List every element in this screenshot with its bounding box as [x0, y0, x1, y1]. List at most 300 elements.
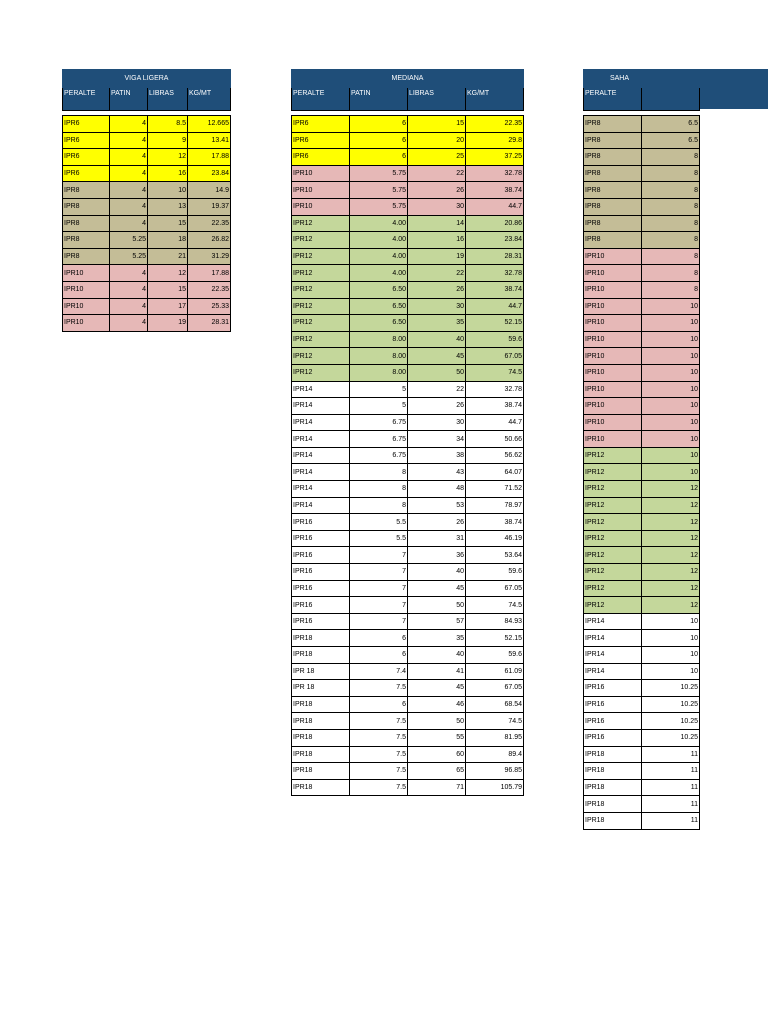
table-cell[interactable]: 35	[408, 315, 466, 332]
table-cell[interactable]: IPR10	[584, 281, 642, 298]
table-cell[interactable]: IPR8	[584, 198, 642, 215]
table-cell[interactable]: IPR10	[292, 198, 350, 215]
table-cell[interactable]: 4	[110, 265, 148, 282]
table-cell[interactable]: IPR14	[584, 613, 642, 630]
table-cell[interactable]: 46.19	[466, 530, 524, 547]
table-cell[interactable]: 7.5	[350, 763, 408, 780]
table-cell[interactable]: IPR16	[584, 729, 642, 746]
table-cell[interactable]: 74.5	[466, 364, 524, 381]
table-cell[interactable]: IPR14	[292, 481, 350, 498]
table-cell[interactable]: 26.82	[188, 232, 231, 249]
table-cell[interactable]: 4.00	[350, 232, 408, 249]
table-cell[interactable]: 59.6	[466, 647, 524, 664]
table-cell[interactable]: 30	[408, 198, 466, 215]
table-cell[interactable]: 64.07	[466, 464, 524, 481]
table-cell[interactable]: IPR10	[584, 381, 642, 398]
table-cell[interactable]: 25	[408, 149, 466, 166]
table-cell[interactable]: 60	[408, 746, 466, 763]
column-header[interactable]: PERALTE	[292, 88, 350, 111]
table-cell[interactable]: 8	[350, 464, 408, 481]
table-cell[interactable]: IPR16	[292, 613, 350, 630]
table-cell[interactable]: 10	[642, 414, 700, 431]
table-cell[interactable]: IPR12	[292, 364, 350, 381]
table-cell[interactable]: 67.05	[466, 580, 524, 597]
column-header[interactable]: PATIN	[110, 88, 148, 111]
table-cell[interactable]: 7.5	[350, 713, 408, 730]
table-cell[interactable]: IPR8	[584, 182, 642, 199]
table-cell[interactable]: IPR8	[584, 149, 642, 166]
table-cell[interactable]: 65	[408, 763, 466, 780]
table-cell[interactable]: IPR14	[292, 447, 350, 464]
table-cell[interactable]: 50	[408, 597, 466, 614]
table-cell[interactable]: 8	[642, 232, 700, 249]
table-cell[interactable]: 6.50	[350, 281, 408, 298]
table-cell[interactable]: 4	[110, 315, 148, 332]
table-cell[interactable]: IPR6	[63, 116, 110, 133]
table-cell[interactable]: 67.05	[466, 348, 524, 365]
table-cell[interactable]: 18	[148, 232, 188, 249]
table-cell[interactable]: 16	[148, 165, 188, 182]
table-cell[interactable]: 23.84	[466, 232, 524, 249]
table-cell[interactable]: 5	[350, 398, 408, 415]
table-cell[interactable]: 5.75	[350, 198, 408, 215]
table-cell[interactable]: 4	[110, 281, 148, 298]
table-cell[interactable]: 10	[642, 464, 700, 481]
table-cell[interactable]: 45	[408, 680, 466, 697]
table-cell[interactable]: 30	[408, 298, 466, 315]
table-cell[interactable]: 8	[642, 281, 700, 298]
table-cell[interactable]: 74.5	[466, 597, 524, 614]
table-cell[interactable]: 10	[642, 647, 700, 664]
table-cell[interactable]: 7	[350, 580, 408, 597]
table-cell[interactable]: IPR10	[584, 298, 642, 315]
table-cell[interactable]: 17	[148, 298, 188, 315]
table-cell[interactable]: 37.25	[466, 149, 524, 166]
table-cell[interactable]: 4.00	[350, 215, 408, 232]
table-cell[interactable]: 67.05	[466, 680, 524, 697]
table-cell[interactable]: 15	[148, 215, 188, 232]
table-cell[interactable]: 22	[408, 265, 466, 282]
table-cell[interactable]: IPR16	[292, 530, 350, 547]
table-cell[interactable]: 31	[408, 530, 466, 547]
table-cell[interactable]: 48	[408, 481, 466, 498]
table-cell[interactable]: 6.50	[350, 315, 408, 332]
table-cell[interactable]: IPR10	[584, 364, 642, 381]
table-cell[interactable]: 10.25	[642, 680, 700, 697]
table-cell[interactable]: 15	[408, 116, 466, 133]
table-cell[interactable]: 11	[642, 812, 700, 829]
table-cell[interactable]: IPR10	[584, 331, 642, 348]
table-cell[interactable]: IPR18	[584, 746, 642, 763]
table-cell[interactable]: 4	[110, 198, 148, 215]
table-cell[interactable]: 22.35	[466, 116, 524, 133]
table-cell[interactable]: 59.6	[466, 564, 524, 581]
table-cell[interactable]: 50	[408, 364, 466, 381]
table-cell[interactable]: 50	[408, 713, 466, 730]
table-cell[interactable]: 7.5	[350, 779, 408, 796]
table-cell[interactable]: 34	[408, 431, 466, 448]
table-cell[interactable]: 17.88	[188, 149, 231, 166]
table-cell[interactable]: 10	[642, 398, 700, 415]
table-cell[interactable]: IPR10	[584, 398, 642, 415]
table-cell[interactable]: 22.35	[188, 215, 231, 232]
table-cell[interactable]: 26	[408, 182, 466, 199]
table-cell[interactable]: 5	[350, 381, 408, 398]
table-cell[interactable]: IPR14	[292, 497, 350, 514]
table-cell[interactable]: IPR12	[584, 564, 642, 581]
table-cell[interactable]: IPR8	[584, 165, 642, 182]
table-cell[interactable]: IPR16	[292, 580, 350, 597]
table-cell[interactable]: 8	[642, 265, 700, 282]
table-cell[interactable]: IPR12	[584, 497, 642, 514]
table-cell[interactable]: IPR18	[292, 779, 350, 796]
table-cell[interactable]: 8.5	[148, 116, 188, 133]
table-title[interactable]: SAHA	[584, 70, 700, 88]
table-cell[interactable]: 38.74	[466, 514, 524, 531]
column-header[interactable]: LIBRAS	[148, 88, 188, 111]
table-cell[interactable]: IPR10	[63, 265, 110, 282]
table-cell[interactable]: 53	[408, 497, 466, 514]
column-header[interactable]: KG/MT	[466, 88, 524, 111]
table-cell[interactable]: 4	[110, 215, 148, 232]
table-cell[interactable]: IPR16	[584, 713, 642, 730]
table-cell[interactable]: 10	[642, 298, 700, 315]
table-cell[interactable]: 7.5	[350, 729, 408, 746]
table-cell[interactable]: 4	[110, 182, 148, 199]
table-cell[interactable]: 55	[408, 729, 466, 746]
table-cell[interactable]: 5.5	[350, 530, 408, 547]
table-cell[interactable]: IPR14	[584, 663, 642, 680]
table-cell[interactable]: 40	[408, 564, 466, 581]
table-cell[interactable]: IPR10	[584, 348, 642, 365]
table-cell[interactable]: 8	[642, 182, 700, 199]
table-cell[interactable]: IPR14	[292, 398, 350, 415]
table-cell[interactable]: IPR 18	[292, 663, 350, 680]
table-cell[interactable]: IPR18	[292, 630, 350, 647]
table-cell[interactable]: 10	[148, 182, 188, 199]
table-cell[interactable]: 12	[642, 481, 700, 498]
table-cell[interactable]: IPR10	[584, 315, 642, 332]
table-cell[interactable]: IPR18	[584, 779, 642, 796]
table-cell[interactable]: 38.74	[466, 182, 524, 199]
table-cell[interactable]: 52.15	[466, 315, 524, 332]
table-cell[interactable]: 10	[642, 663, 700, 680]
table-cell[interactable]: 61.09	[466, 663, 524, 680]
table-cell[interactable]: 10	[642, 331, 700, 348]
table-cell[interactable]: IPR6	[63, 132, 110, 149]
table-cell[interactable]: 12	[642, 547, 700, 564]
table-cell[interactable]: IPR6	[63, 165, 110, 182]
table-cell[interactable]: 32.78	[466, 381, 524, 398]
table-cell[interactable]: IPR14	[584, 647, 642, 664]
column-header[interactable]	[642, 88, 700, 111]
table-cell[interactable]: 10	[642, 447, 700, 464]
table-cell[interactable]: IPR12	[292, 315, 350, 332]
table-cell[interactable]: 74.5	[466, 713, 524, 730]
table-cell[interactable]: IPR6	[63, 149, 110, 166]
table-cell[interactable]: 22	[408, 381, 466, 398]
table-cell[interactable]: 28.31	[466, 248, 524, 265]
table-cell[interactable]: 10	[642, 364, 700, 381]
table-cell[interactable]: 30	[408, 414, 466, 431]
table-cell[interactable]: IPR12	[584, 481, 642, 498]
table-cell[interactable]: IPR16	[584, 696, 642, 713]
table-cell[interactable]: 8.00	[350, 348, 408, 365]
table-cell[interactable]: 12	[642, 597, 700, 614]
table-cell[interactable]: 12	[148, 149, 188, 166]
table-cell[interactable]: 10.25	[642, 729, 700, 746]
table-cell[interactable]: 20.86	[466, 215, 524, 232]
table-cell[interactable]: IPR10	[292, 165, 350, 182]
table-cell[interactable]: 53.64	[466, 547, 524, 564]
table-cell[interactable]: 10	[642, 630, 700, 647]
table-cell[interactable]: IPR16	[292, 564, 350, 581]
table-cell[interactable]: IPR10	[584, 265, 642, 282]
table-cell[interactable]: 26	[408, 514, 466, 531]
table-cell[interactable]: 5.75	[350, 182, 408, 199]
table-cell[interactable]: IPR18	[292, 763, 350, 780]
table-cell[interactable]: 10	[642, 613, 700, 630]
table-cell[interactable]: IPR18	[292, 647, 350, 664]
table-cell[interactable]: IPR18	[292, 746, 350, 763]
table-cell[interactable]: 4	[110, 165, 148, 182]
table-cell[interactable]: 6	[350, 116, 408, 133]
table-cell[interactable]: 40	[408, 331, 466, 348]
table-cell[interactable]: IPR8	[584, 132, 642, 149]
table-cell[interactable]: IPR12	[292, 248, 350, 265]
table-cell[interactable]: 20	[408, 132, 466, 149]
table-cell[interactable]: 4	[110, 116, 148, 133]
table-cell[interactable]: IPR8	[63, 248, 110, 265]
column-header[interactable]: PERALTE	[584, 88, 642, 111]
table-cell[interactable]: IPR6	[292, 149, 350, 166]
table-cell[interactable]: 10	[642, 348, 700, 365]
table-cell[interactable]: IPR8	[63, 215, 110, 232]
table-cell[interactable]: 7	[350, 564, 408, 581]
table-cell[interactable]: IPR10	[63, 315, 110, 332]
table-cell[interactable]: 12	[642, 530, 700, 547]
table-cell[interactable]: 68.54	[466, 696, 524, 713]
table-cell[interactable]: 10	[642, 431, 700, 448]
table-cell[interactable]: IPR12	[292, 348, 350, 365]
table-cell[interactable]: 7.5	[350, 746, 408, 763]
table-cell[interactable]: 89.4	[466, 746, 524, 763]
table-cell[interactable]: 9	[148, 132, 188, 149]
table-cell[interactable]: IPR10	[584, 414, 642, 431]
table-cell[interactable]: IPR14	[292, 414, 350, 431]
table-cell[interactable]: 71	[408, 779, 466, 796]
table-cell[interactable]: IPR12	[584, 547, 642, 564]
table-cell[interactable]: IPR14	[584, 630, 642, 647]
table-cell[interactable]: 36	[408, 547, 466, 564]
table-cell[interactable]: IPR16	[292, 597, 350, 614]
table-cell[interactable]: 7.5	[350, 680, 408, 697]
table-cell[interactable]: 43	[408, 464, 466, 481]
table-cell[interactable]: 14	[408, 215, 466, 232]
table-cell[interactable]: 44.7	[466, 198, 524, 215]
table-cell[interactable]: IPR18	[584, 812, 642, 829]
table-cell[interactable]: 84.93	[466, 613, 524, 630]
table-cell[interactable]: 50.66	[466, 431, 524, 448]
table-cell[interactable]: 5.25	[110, 232, 148, 249]
table-cell[interactable]: 8	[642, 215, 700, 232]
table-cell[interactable]: IPR18	[584, 796, 642, 813]
table-cell[interactable]: 11	[642, 746, 700, 763]
table-cell[interactable]: 12	[642, 580, 700, 597]
table-cell[interactable]: 45	[408, 580, 466, 597]
table-cell[interactable]: 4.00	[350, 265, 408, 282]
table-cell[interactable]: 6.75	[350, 431, 408, 448]
table-cell[interactable]: IPR12	[584, 597, 642, 614]
table-cell[interactable]: IPR8	[584, 215, 642, 232]
table-cell[interactable]: 59.6	[466, 331, 524, 348]
table-title[interactable]: VIGA LIGERA	[63, 70, 231, 88]
table-cell[interactable]: 46	[408, 696, 466, 713]
table-cell[interactable]: IPR12	[584, 464, 642, 481]
table-cell[interactable]: 41	[408, 663, 466, 680]
table-cell[interactable]: 7.4	[350, 663, 408, 680]
table-cell[interactable]: 28.31	[188, 315, 231, 332]
table-cell[interactable]: IPR10	[584, 431, 642, 448]
table-cell[interactable]: 19	[148, 315, 188, 332]
table-cell[interactable]: 25.33	[188, 298, 231, 315]
table-cell[interactable]: 35	[408, 630, 466, 647]
table-cell[interactable]: IPR10	[63, 298, 110, 315]
table-cell[interactable]: 12	[642, 497, 700, 514]
column-header[interactable]: LIBRAS	[408, 88, 466, 111]
table-cell[interactable]: IPR12	[584, 447, 642, 464]
table-cell[interactable]: IPR8	[63, 232, 110, 249]
table-cell[interactable]: 6.5	[642, 132, 700, 149]
table-cell[interactable]: 10	[642, 381, 700, 398]
table-cell[interactable]: 6	[350, 630, 408, 647]
table-cell[interactable]: 22	[408, 165, 466, 182]
table-cell[interactable]: 105.79	[466, 779, 524, 796]
table-cell[interactable]: 32.78	[466, 165, 524, 182]
table-cell[interactable]: IPR18	[584, 763, 642, 780]
table-cell[interactable]: 13.41	[188, 132, 231, 149]
table-cell[interactable]: IPR10	[292, 182, 350, 199]
table-cell[interactable]: 14.9	[188, 182, 231, 199]
column-header[interactable]: PATIN	[350, 88, 408, 111]
table-cell[interactable]: 4	[110, 298, 148, 315]
table-cell[interactable]: 26	[408, 398, 466, 415]
table-cell[interactable]: 81.95	[466, 729, 524, 746]
table-cell[interactable]: 29.8	[466, 132, 524, 149]
table-cell[interactable]: 19	[408, 248, 466, 265]
table-cell[interactable]: 5.5	[350, 514, 408, 531]
table-cell[interactable]: 71.52	[466, 481, 524, 498]
table-cell[interactable]: 10.25	[642, 713, 700, 730]
table-cell[interactable]: 12	[642, 514, 700, 531]
table-cell[interactable]: 22.35	[188, 281, 231, 298]
table-cell[interactable]: IPR14	[292, 431, 350, 448]
table-cell[interactable]: 11	[642, 779, 700, 796]
table-cell[interactable]: 8	[350, 497, 408, 514]
table-cell[interactable]: 38.74	[466, 281, 524, 298]
table-cell[interactable]: IPR8	[63, 198, 110, 215]
table-cell[interactable]: 6	[350, 149, 408, 166]
table-cell[interactable]: 57	[408, 613, 466, 630]
table-cell[interactable]: 12.665	[188, 116, 231, 133]
table-cell[interactable]: 4.00	[350, 248, 408, 265]
table-cell[interactable]: 6.75	[350, 447, 408, 464]
table-cell[interactable]: 96.85	[466, 763, 524, 780]
table-cell[interactable]: IPR16	[584, 680, 642, 697]
table-cell[interactable]: 7	[350, 547, 408, 564]
table-cell[interactable]: 19.37	[188, 198, 231, 215]
table-cell[interactable]: IPR18	[292, 696, 350, 713]
table-cell[interactable]: IPR14	[292, 464, 350, 481]
table-cell[interactable]: 5.25	[110, 248, 148, 265]
table-cell[interactable]: IPR12	[292, 232, 350, 249]
column-header[interactable]: PERALTE	[63, 88, 110, 111]
table-cell[interactable]: IPR12	[292, 281, 350, 298]
table-cell[interactable]: 78.97	[466, 497, 524, 514]
table-cell[interactable]: 40	[408, 647, 466, 664]
table-cell[interactable]: 8	[350, 481, 408, 498]
table-cell[interactable]: IPR16	[292, 547, 350, 564]
table-cell[interactable]: IPR12	[584, 514, 642, 531]
table-cell[interactable]: IPR10	[584, 248, 642, 265]
table-cell[interactable]: 38	[408, 447, 466, 464]
table-cell[interactable]: 11	[642, 796, 700, 813]
table-cell[interactable]: IPR8	[63, 182, 110, 199]
table-cell[interactable]: IPR8	[584, 232, 642, 249]
table-cell[interactable]: 7	[350, 597, 408, 614]
table-cell[interactable]: 31.29	[188, 248, 231, 265]
table-cell[interactable]: 12	[642, 564, 700, 581]
table-cell[interactable]: 12	[148, 265, 188, 282]
table-cell[interactable]: 8	[642, 165, 700, 182]
table-cell[interactable]: 10.25	[642, 696, 700, 713]
table-cell[interactable]: IPR18	[292, 729, 350, 746]
table-cell[interactable]: 7	[350, 613, 408, 630]
table-cell[interactable]: 6	[350, 132, 408, 149]
table-cell[interactable]: 6.75	[350, 414, 408, 431]
table-cell[interactable]: 56.62	[466, 447, 524, 464]
table-cell[interactable]: IPR8	[584, 116, 642, 133]
table-cell[interactable]: 6.5	[642, 116, 700, 133]
table-cell[interactable]: IPR16	[292, 514, 350, 531]
table-cell[interactable]: 6	[350, 696, 408, 713]
table-cell[interactable]: 15	[148, 281, 188, 298]
table-cell[interactable]: 45	[408, 348, 466, 365]
table-cell[interactable]: 6	[350, 647, 408, 664]
table-cell[interactable]: 17.88	[188, 265, 231, 282]
table-cell[interactable]: IPR12	[584, 530, 642, 547]
table-cell[interactable]: 32.78	[466, 265, 524, 282]
table-cell[interactable]: IPR12	[292, 215, 350, 232]
table-cell[interactable]: 13	[148, 198, 188, 215]
table-cell[interactable]: IPR18	[292, 713, 350, 730]
table-cell[interactable]: 26	[408, 281, 466, 298]
table-cell[interactable]: 23.84	[188, 165, 231, 182]
table-cell[interactable]: IPR12	[292, 298, 350, 315]
table-cell[interactable]: 44.7	[466, 414, 524, 431]
table-cell[interactable]: 8	[642, 248, 700, 265]
table-cell[interactable]: 4	[110, 132, 148, 149]
table-cell[interactable]: 8.00	[350, 364, 408, 381]
table-cell[interactable]: 44.7	[466, 298, 524, 315]
table-cell[interactable]: IPR 18	[292, 680, 350, 697]
table-title[interactable]: MEDIANA	[292, 70, 524, 88]
table-cell[interactable]: IPR14	[292, 381, 350, 398]
table-cell[interactable]: 16	[408, 232, 466, 249]
table-cell[interactable]: 5.75	[350, 165, 408, 182]
table-cell[interactable]: 4	[110, 149, 148, 166]
table-cell[interactable]: IPR10	[63, 281, 110, 298]
